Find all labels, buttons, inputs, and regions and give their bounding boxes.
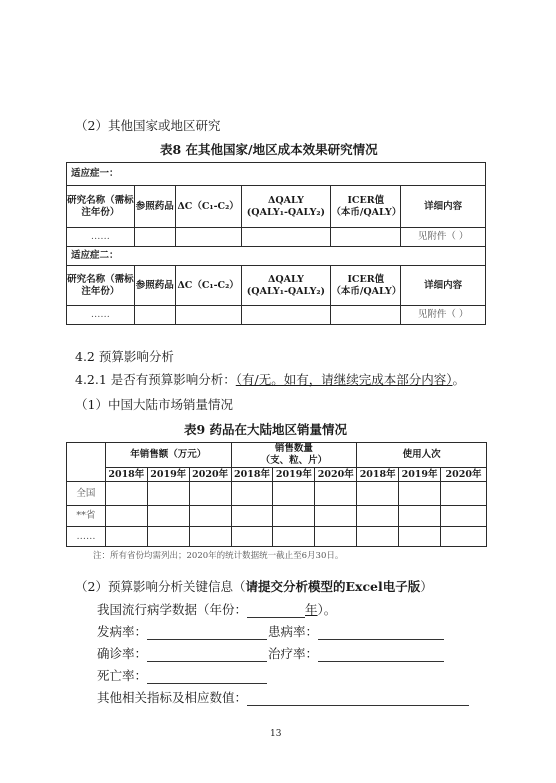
col-reference-drug: 参照药品 (134, 186, 175, 228)
group-volume-line1: 销售数量 (274, 443, 313, 455)
group-users: 使用人次 (357, 443, 487, 468)
section-42-heading: 4.2 预算影响分析 (75, 349, 174, 364)
year-header: 2018年 (231, 468, 273, 482)
year-header: 2019年 (273, 468, 315, 482)
epi-year-field[interactable] (247, 606, 305, 618)
col-delta-qaly-line2: (QALY₁-QALY₂) (246, 285, 326, 297)
table-cell[interactable] (105, 482, 147, 506)
table-cell[interactable] (147, 527, 189, 547)
other-indicators-label: 其他相关指标及相应数值： (97, 690, 248, 705)
table-cell[interactable] (189, 506, 231, 527)
table-cell[interactable] (147, 506, 189, 527)
question-421 (75, 370, 465, 388)
year-header: 2020年 (441, 468, 487, 482)
row-label-ellipsis: …… (67, 527, 106, 547)
table-cell[interactable] (175, 306, 241, 325)
table-cell[interactable] (134, 306, 175, 325)
epidemiology-line (97, 600, 336, 618)
col-icer-line2: （本币/QALY） (331, 285, 402, 297)
year-header: 2018年 (357, 468, 399, 482)
subsection-1: （1）中国大陆市场销量情况 (75, 397, 233, 412)
epi-label: 我国流行病学数据（年份： (97, 602, 248, 617)
group-volume (231, 443, 357, 468)
ellipsis-cell: …… (67, 228, 135, 247)
prevalence-row (268, 622, 444, 640)
table-cell[interactable] (331, 228, 401, 247)
table-cell[interactable] (241, 228, 331, 247)
table-cell[interactable] (231, 527, 273, 547)
table-cell[interactable] (357, 482, 399, 506)
treatment-label: 治疗率： (268, 646, 319, 661)
year-header: 2019年 (399, 468, 441, 482)
mortality-row (97, 666, 267, 684)
epi-year-unit: 年 (305, 602, 318, 617)
col-delta-qaly-line1: ΔQALY (268, 194, 304, 206)
table-cell[interactable] (315, 527, 357, 547)
question-421-label: 4.2.1 是否有预算影响分析： (75, 372, 236, 387)
table-cell[interactable] (147, 482, 189, 506)
diagnosis-row (97, 644, 267, 662)
question-421-end: 。 (452, 372, 466, 387)
col-study-name: 研究名称（需标注年份） (67, 266, 135, 306)
incidence-row (97, 622, 267, 640)
col-detail: 详细内容 (401, 266, 486, 306)
col-delta-qaly (241, 266, 331, 306)
treatment-field[interactable] (318, 650, 444, 662)
subsection-2-emphasis: 请提交分析模型的Excel电子版 (245, 579, 421, 594)
table-cell[interactable] (331, 306, 401, 325)
table-cell[interactable] (441, 482, 487, 506)
table9-title: 表9 药品在大陆地区销量情况 (184, 422, 348, 437)
col-delta-c: ΔC（C₁-C₂） (175, 266, 241, 306)
col-delta-c: ΔC（C₁-C₂） (175, 186, 241, 228)
epi-end: ）。 (317, 602, 337, 617)
table-cell[interactable] (231, 482, 273, 506)
subsection-2 (75, 577, 433, 595)
table-cell[interactable] (273, 482, 315, 506)
table9 (66, 442, 487, 547)
table-cell[interactable] (105, 527, 147, 547)
table-cell[interactable] (357, 527, 399, 547)
diagnosis-label: 确诊率： (97, 646, 148, 661)
table-cell[interactable] (273, 506, 315, 527)
table8 (66, 162, 486, 325)
col-icer (331, 266, 401, 306)
subsection-2-prefix: （2）预算影响分析关键信息（ (75, 579, 246, 594)
prevalence-label: 患病率： (268, 624, 319, 639)
col-icer-line2: （本币/QALY） (331, 206, 402, 218)
table-cell[interactable] (231, 506, 273, 527)
table-cell[interactable] (189, 527, 231, 547)
col-delta-qaly-line1: ΔQALY (268, 273, 304, 285)
table-cell[interactable] (105, 506, 147, 527)
table-cell[interactable] (399, 482, 441, 506)
group-sales: 年销售额（万元） (105, 443, 231, 468)
col-detail: 详细内容 (401, 186, 486, 228)
table-cell[interactable] (241, 306, 331, 325)
indication-2-label: 适应症二： (67, 247, 486, 266)
table-cell[interactable] (315, 482, 357, 506)
col-delta-qaly (241, 186, 331, 228)
col-study-name: 研究名称（需标注年份） (67, 186, 135, 228)
corner-cell (67, 443, 106, 482)
mortality-label: 死亡率： (97, 668, 148, 683)
ellipsis-cell: …… (67, 306, 135, 325)
other-indicators-field[interactable] (247, 694, 469, 706)
table-cell[interactable] (441, 527, 487, 547)
col-reference-drug: 参照药品 (134, 266, 175, 306)
attachment-cell: 见附件（ ） (401, 228, 486, 247)
section-heading: （2）其他国家或地区研究 (75, 118, 221, 133)
year-header: 2020年 (189, 468, 231, 482)
table-cell[interactable] (399, 527, 441, 547)
question-421-answer[interactable]: （有/无。如有，请继续完成本部分内容） (235, 372, 453, 387)
other-indicators-row (97, 688, 469, 706)
table-cell[interactable] (175, 228, 241, 247)
row-label-national: 全国 (67, 482, 106, 506)
col-icer (331, 186, 401, 228)
incidence-field[interactable] (147, 628, 267, 640)
table-cell[interactable] (134, 228, 175, 247)
table-cell[interactable] (399, 506, 441, 527)
year-header: 2018年 (105, 468, 147, 482)
page-number: 13 (270, 729, 282, 739)
subsection-2-suffix: ） (420, 579, 433, 594)
table8-title: 表8 在其他国家/地区成本效果研究情况 (160, 142, 378, 157)
col-delta-qaly-line2: (QALY₁-QALY₂) (246, 206, 326, 218)
indication-1-label: 适应症一： (67, 163, 486, 186)
table-cell[interactable] (189, 482, 231, 506)
year-header: 2020年 (315, 468, 357, 482)
table9-note: 注：所有省份均需列出；2020年的统计数据统一截止至6月30日。 (93, 551, 344, 561)
col-icer-line1: ICER值 (347, 273, 385, 285)
year-header: 2019年 (147, 468, 189, 482)
table-cell[interactable] (273, 527, 315, 547)
row-label-province: **省 (67, 506, 106, 527)
table-cell[interactable] (315, 506, 357, 527)
diagnosis-field[interactable] (147, 650, 267, 662)
attachment-cell: 见附件（ ） (401, 306, 486, 325)
incidence-label: 发病率： (97, 624, 148, 639)
col-icer-line1: ICER值 (347, 194, 385, 206)
table-cell[interactable] (357, 506, 399, 527)
mortality-field[interactable] (147, 672, 267, 684)
prevalence-field[interactable] (318, 628, 444, 640)
group-volume-line2: （支、粒、片） (260, 455, 328, 466)
table-cell[interactable] (441, 506, 487, 527)
treatment-row (268, 644, 444, 662)
